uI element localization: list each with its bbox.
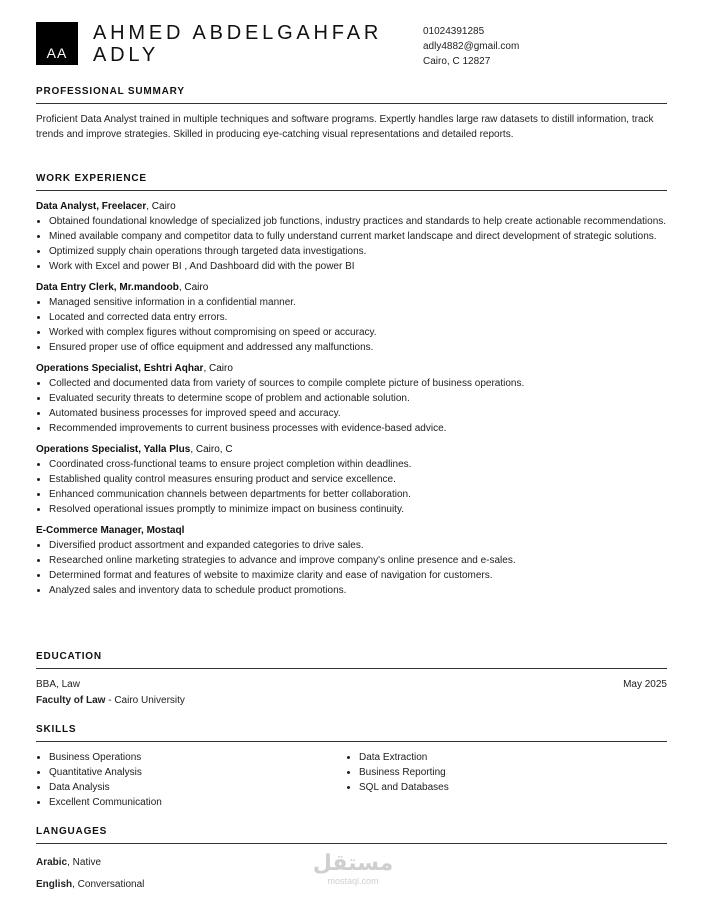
job-bullet: • Worked with complex figures without compromising on speed or accuracy. [49, 325, 667, 340]
job-bullets [36, 295, 667, 355]
faculty: Faculty of Law [36, 695, 106, 706]
job-bullet: • Diversified product assortment and expanded categories to drive sales. [49, 538, 667, 553]
language-name: Arabic [36, 857, 68, 868]
skill-item: • Business Reporting [359, 765, 656, 780]
job-bullet: • Resolved operational issues promptly to minimize impact on business continuity. [49, 502, 667, 517]
job-bullet: • Managed sensitive information in a confidential manner. [49, 295, 667, 310]
skills-columns [36, 750, 667, 810]
job-entry [36, 280, 667, 355]
job-bullets [36, 376, 667, 436]
institution [36, 693, 667, 709]
job-title [36, 280, 667, 295]
education-row [36, 677, 667, 693]
summary-heading: PROFESSIONAL SUMMARY [36, 86, 667, 104]
initials-text: AA [46, 45, 68, 61]
summary-text: Proficient Data Analyst trained in multiple techniques and software programs. Expertly handles large raw datasets to distill information, track trends and improve strategies. Skilled in producing eye-catching visual representations and detailed reports. [36, 114, 654, 140]
job-role: Data Analyst, Freelacer [36, 201, 147, 212]
job-location: , Cairo [203, 363, 233, 374]
location: Cairo, C 12827 [423, 56, 491, 67]
languages-heading: LANGUAGES [36, 826, 667, 844]
job-bullet: • Automated business processes for improved speed and accuracy. [49, 406, 667, 421]
job-bullet: • Ensured proper use of office equipment and addressed any malfunctions. [49, 340, 667, 355]
job-bullets [36, 214, 667, 274]
job-role: Operations Specialist, Eshtri Aqhar [36, 363, 204, 374]
mostaql-watermark [308, 852, 398, 886]
job-entry [36, 361, 667, 436]
job-bullet: • Collected and documented data from variety of sources to compile complete picture of business operations. [49, 376, 667, 391]
skill-item: • Data Extraction [359, 750, 656, 765]
education-section [36, 651, 667, 709]
skill-item: • Excellent Communication [49, 795, 346, 810]
skill-item: • Quantitative Analysis [49, 765, 346, 780]
job-role: Data Entry Clerk, Mr.mandoob [36, 282, 179, 293]
job-role: E-Commerce Manager, Mostaql [36, 525, 185, 536]
education-heading: EDUCATION [36, 651, 667, 669]
name-line-1: AHMED ABDELGAHFAR [93, 22, 383, 44]
watermark-latin: mostaql.com [327, 876, 379, 886]
job-bullets [36, 457, 667, 517]
job-bullet: • Optimized supply chain operations through targeted data investigations. [49, 244, 667, 259]
job-location: , Cairo [178, 282, 209, 293]
graduation-date: May 2025 [623, 679, 667, 690]
skill-item: • Business Operations [49, 750, 346, 765]
job-bullet: • Mined available company and competitor data to fully understand current market landscape and direct development of strategic solutions. [49, 229, 667, 244]
job-bullet: • Obtained foundational knowledge of specialized job functions, industry practices and standards to help create actionable recommendations. [49, 214, 667, 229]
watermark-arabic: مستقل [312, 851, 394, 876]
job-bullet: • Recommended improvements to current business processes with evidence-based advice. [49, 421, 667, 436]
language-name: English [36, 879, 73, 890]
language-level: , Conversational [72, 879, 145, 890]
job-bullet: • Located and corrected data entry errors. [49, 310, 667, 325]
job-title [36, 199, 667, 214]
job-location: , Cairo, C [190, 444, 233, 455]
job-role: Operations Specialist, Yalla Plus [36, 444, 191, 455]
name-line-2: ADLY [93, 44, 159, 66]
job-bullet: • Enhanced communication channels between departments for better collaboration. [49, 487, 667, 502]
job-entry [36, 523, 667, 598]
candidate-name [93, 22, 403, 66]
job-entry [36, 442, 667, 517]
summary-section [36, 86, 667, 142]
job-bullet: • Work with Excel and power BI , And Dashboard did with the power BI [49, 259, 667, 274]
job-title [36, 523, 667, 538]
skill-item: • Data Analysis [49, 780, 346, 795]
experience-heading: WORK EXPERIENCE [36, 173, 667, 191]
job-bullet: • Determined format and features of website to maximize clarity and ease of navigation for customers. [49, 568, 667, 583]
skill-item: • SQL and Databases [359, 780, 656, 795]
skills-section [36, 724, 667, 810]
contact-info [423, 24, 519, 69]
skills-heading: SKILLS [36, 724, 667, 742]
job-title [36, 361, 667, 376]
job-bullet: • Established quality control measures ensuring product and service excellence. [49, 472, 667, 487]
initials-badge [36, 22, 78, 65]
experience-section [36, 173, 667, 604]
job-bullet: • Evaluated security threats to determine scope of problem and actionable solution. [49, 391, 667, 406]
job-title [36, 442, 667, 457]
degree: BBA, Law [36, 679, 80, 690]
job-bullet: • Coordinated cross-functional teams to ensure project completion within deadlines. [49, 457, 667, 472]
skills-column-1 [36, 750, 346, 810]
phone-number: 01024391285 [423, 26, 485, 37]
job-bullets [36, 538, 667, 598]
job-entry [36, 199, 667, 274]
email-address: adly4882@gmail.com [423, 41, 520, 52]
job-bullet: • Analyzed sales and inventory data to schedule product promotions. [49, 583, 667, 598]
language-level: , Native [67, 857, 102, 868]
job-bullet: • Researched online marketing strategies to advance and improve company's online presence and e-sales. [49, 553, 667, 568]
job-location: , Cairo [146, 201, 176, 212]
university: - Cairo University [105, 695, 185, 706]
skills-column-2 [346, 750, 656, 810]
